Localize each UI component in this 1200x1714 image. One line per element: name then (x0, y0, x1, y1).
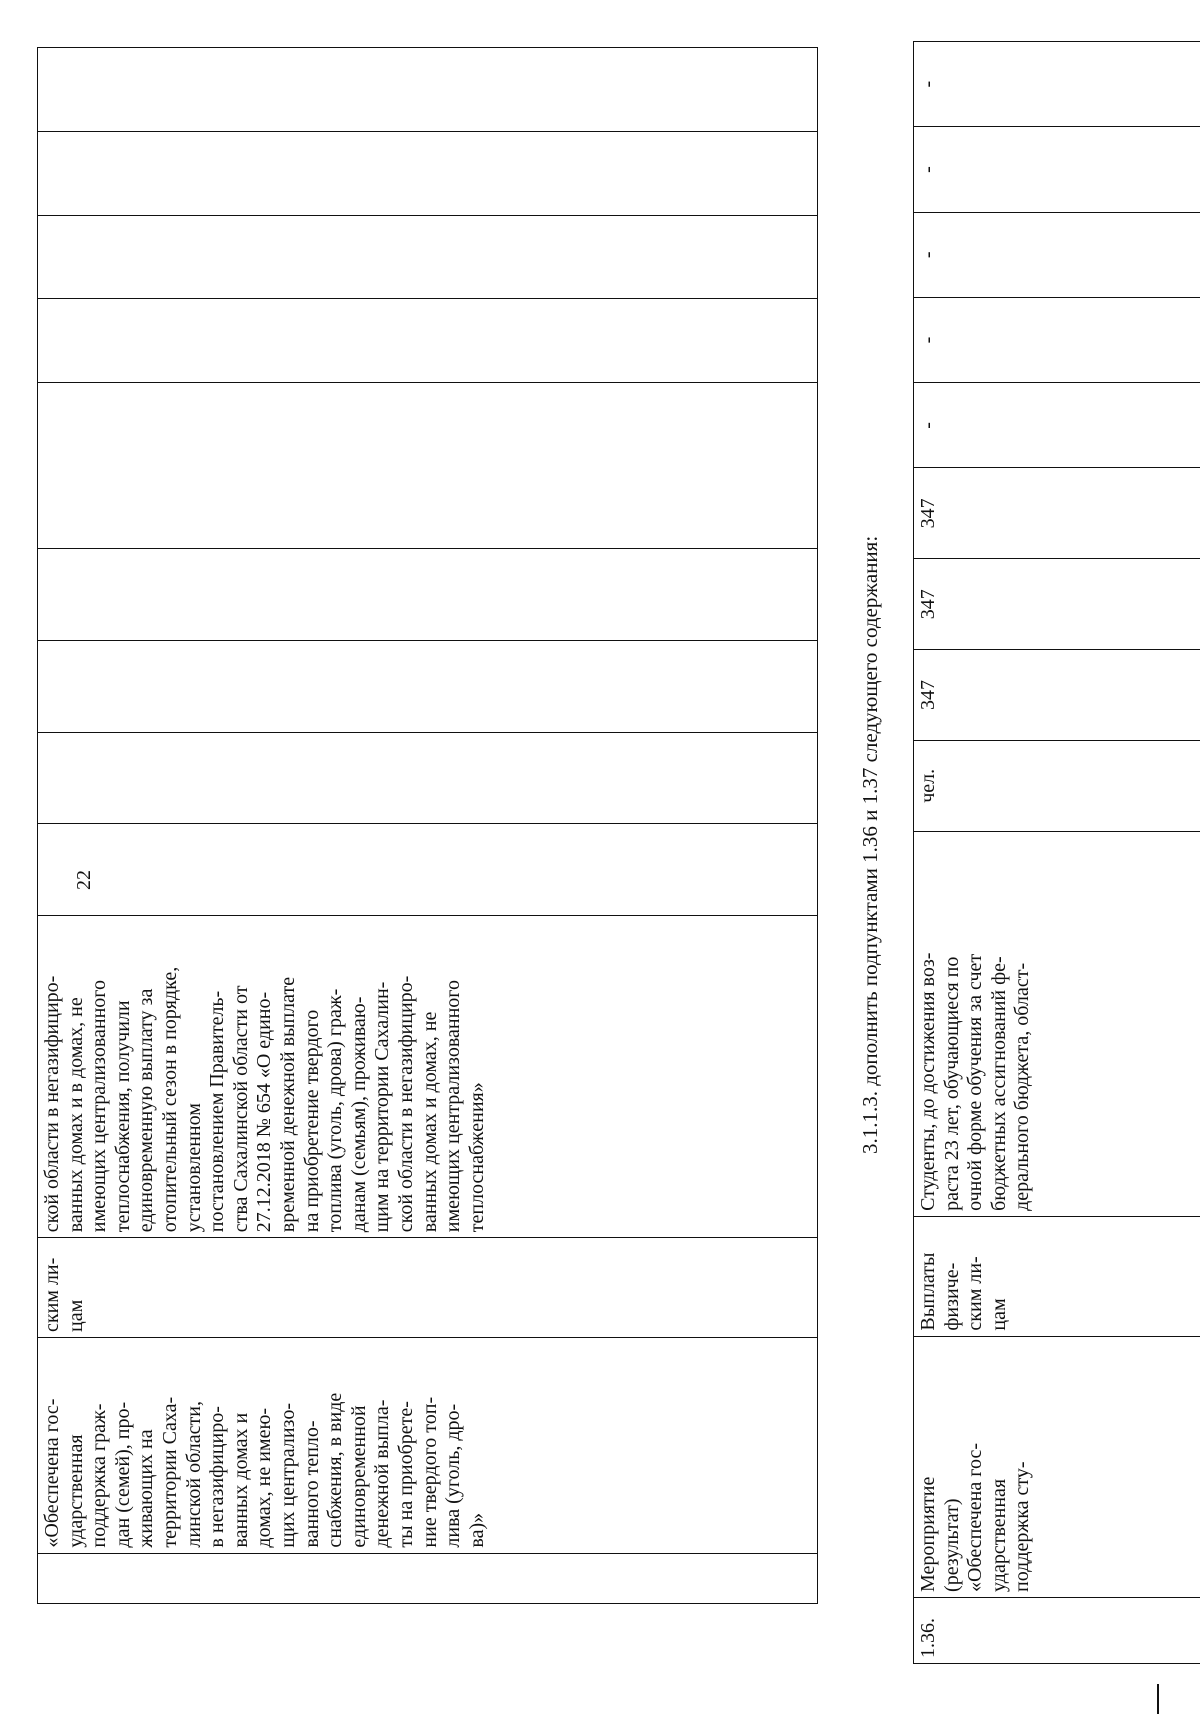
cell-empty (38, 640, 818, 732)
cell-value: 347 (914, 650, 1200, 741)
amendment-paragraph: 3.1.1.3. дополнить подпунктами 1.36 и 1.37 следующего содержания: (858, 535, 882, 1154)
cell-value: - (914, 42, 1200, 127)
cell-empty (38, 48, 818, 132)
footer-divider (1157, 1684, 1159, 1714)
cell-event: «Обеспечена гос- ударственная поддержка граж- дан (семей), про- живающих на территории Саха- линской области, в негазифициро- ванных домах и домах, не имею- щих централизо- ванного тепло- снабжения, в виде единовременной денежной выпла- ты на приобрете- ние твердого топ- лива (уголь, дро- ва)» (38, 1338, 818, 1554)
cell-empty (38, 824, 818, 916)
cell-empty (38, 131, 818, 215)
cell-unit: чел. (914, 740, 1200, 831)
cell-event: Мероприятие (результат) «Обеспечена гос- ударственная поддержка сту- (914, 1336, 1200, 1597)
cell-number: 1.36. (914, 1597, 1200, 1663)
table-upper (37, 47, 818, 1604)
cell-empty (38, 382, 818, 548)
cell-empty (38, 732, 818, 824)
cell-description: ской области в негазифициро- ванных домах и в домах, не имеющих централизованного теплоснабжения, получили единовременную выплату за отопительный сезон в порядке, установленном постановлением Правитель- ства Сахалинской области от 27.12.2018 № 654 «О едино- временной денежной выплате на приобретение твердого топлива (уголь, дрова) граж- данам (семьям), проживаю- щим на территории Сахалин- ской области в негазифициро- ванных домах и домах, не имеющих централизованного теплоснабжения» (38, 916, 818, 1238)
page-number: 22 (73, 870, 95, 890)
cell-empty (38, 299, 818, 383)
cell-value: 347 (914, 559, 1200, 650)
cell-number (38, 1553, 818, 1603)
cell-value: 347 (914, 468, 1200, 559)
cell-value: - (914, 212, 1200, 297)
cell-value: - (914, 127, 1200, 212)
cell-empty (38, 549, 818, 641)
table-row (38, 48, 818, 1604)
cell-payment-type: ским ли- цам (38, 1238, 818, 1338)
cell-payment-type: Выплаты физиче- ским ли- цам (914, 1216, 1200, 1336)
table-lower (913, 41, 1200, 1664)
cell-value: - (914, 297, 1200, 382)
cell-value: - (914, 383, 1200, 468)
cell-description: Студенты, до достижения воз- раста 23 лет, обучающиеся по очной форме обучения за счет бюджетных ассигнований фе- дерального бюджета, област- (914, 831, 1200, 1216)
table-row (914, 42, 1200, 1664)
cell-empty (38, 215, 818, 299)
